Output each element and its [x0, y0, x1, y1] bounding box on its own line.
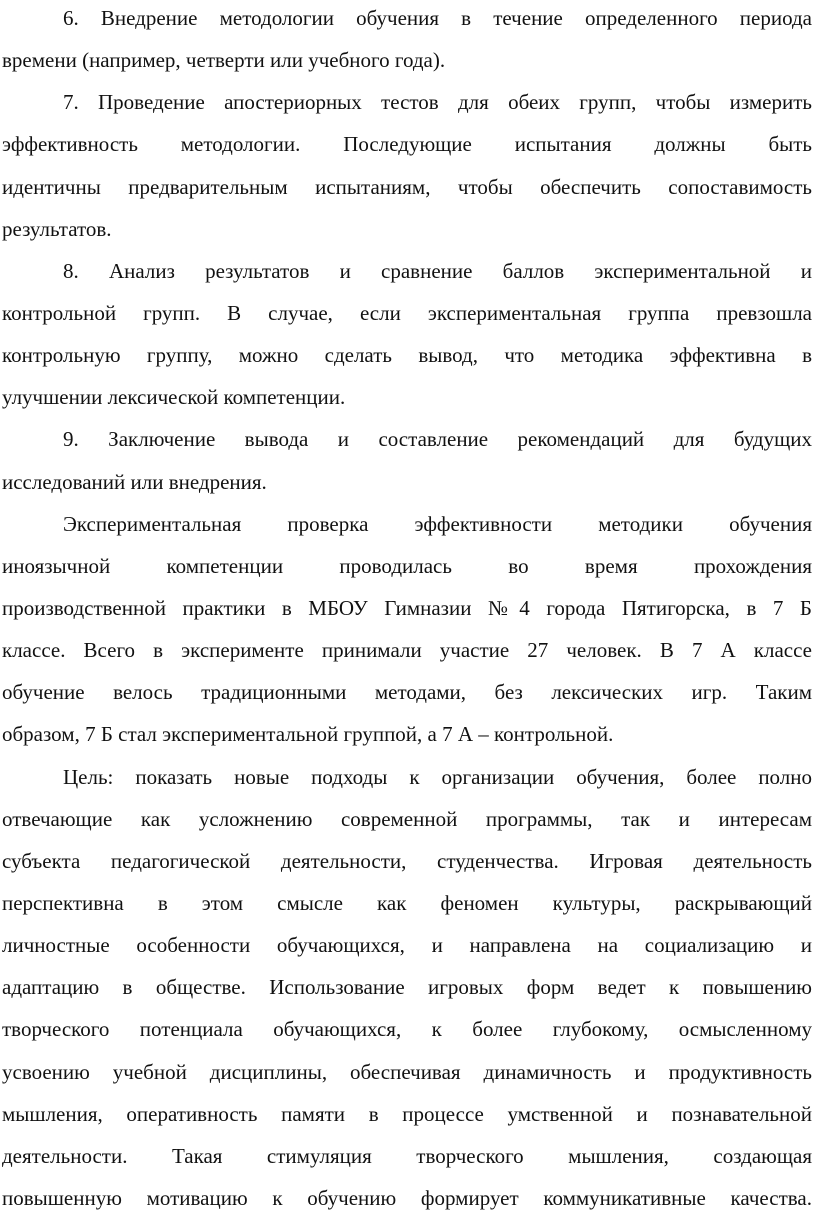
text-line: 7. Проведение апостериорных тестов для обеих групп, чтобы измерить [63, 90, 812, 115]
text-line: результатов. [2, 216, 112, 241]
text-line: усвоению учебной дисциплины, обеспечивая динамичность и продуктивность [2, 1059, 812, 1084]
paragraph-step-8 [2, 250, 812, 419]
text-line: контрольную группу, можно сделать вывод, что методика эффективна в [2, 343, 812, 368]
paragraph-goal [2, 756, 812, 1220]
text-line: адаптацию в обществе. Использование игровых форм ведет к повышению [2, 975, 812, 1000]
text-line: личностные особенности обучающихся, и направлена на социализацию и [2, 933, 812, 958]
text-line: эффективность методологии. Последующие испытания должны быть [2, 132, 812, 157]
text-line: 6. Внедрение методологии обучения в течение определенного периода [63, 6, 812, 30]
text-line: субъекта педагогической деятельности, студенчества. Игровая деятельность [2, 848, 812, 873]
text-line: Экспериментальная проверка эффективности методики обучения [63, 511, 812, 536]
text-line: производственной практики в МБОУ Гимназии №4 города Пятигорска, в 7 Б [2, 595, 812, 620]
text-line: деятельности. Такая стимуляция творческого мышления, создающая [2, 1143, 812, 1168]
text-line: мышления, оперативность памяти в процессе умственной и познавательной [2, 1101, 812, 1126]
document-page [2, 0, 812, 1219]
text-line: времени (например, четверти или учебного года). [2, 48, 446, 73]
paragraph-step-7 [2, 81, 812, 250]
paragraph-experiment [2, 503, 812, 756]
text-line: перспективна в этом смысле как феномен культуры, раскрывающий [2, 890, 812, 915]
text-line: образом, 7 Б стал экспериментальной группой, а 7 А – контрольной. [2, 722, 614, 747]
text-line: отвечающие как усложнению современной программы, так и интересам [2, 806, 812, 831]
text-line: Цель: показать новые подходы к организации обучения, более полно [63, 764, 812, 789]
text-line: классе. Всего в эксперименте принимали участие 27 человек. В 7 А классе [2, 638, 812, 663]
paragraph-step-6 [2, 0, 812, 81]
text-line: 9. Заключение вывода и составление рекомендаций для будущих [63, 427, 812, 452]
text-line: повышенную мотивацию к обучению формирует коммуникативные качества. [2, 1185, 812, 1210]
text-line: обучение велось традиционными методами, без лексических игр. Таким [2, 680, 812, 705]
text-line: улучшении лексической компетенции. [2, 385, 346, 410]
text-line: контрольной групп. В случае, если экспериментальная группа превзошла [2, 300, 812, 325]
text-line: иноязычной компетенции проводилась во время прохождения [2, 553, 812, 578]
text-line: исследований или внедрения. [2, 469, 267, 494]
paragraph-step-9 [2, 418, 812, 502]
text-line: творческого потенциала обучающихся, к более глубокому, осмысленному [2, 1017, 812, 1042]
text-line: идентичны предварительным испытаниям, чтобы обеспечить сопоставимость [2, 174, 812, 199]
text-line: 8. Анализ результатов и сравнение баллов экспериментальной и [63, 258, 812, 283]
